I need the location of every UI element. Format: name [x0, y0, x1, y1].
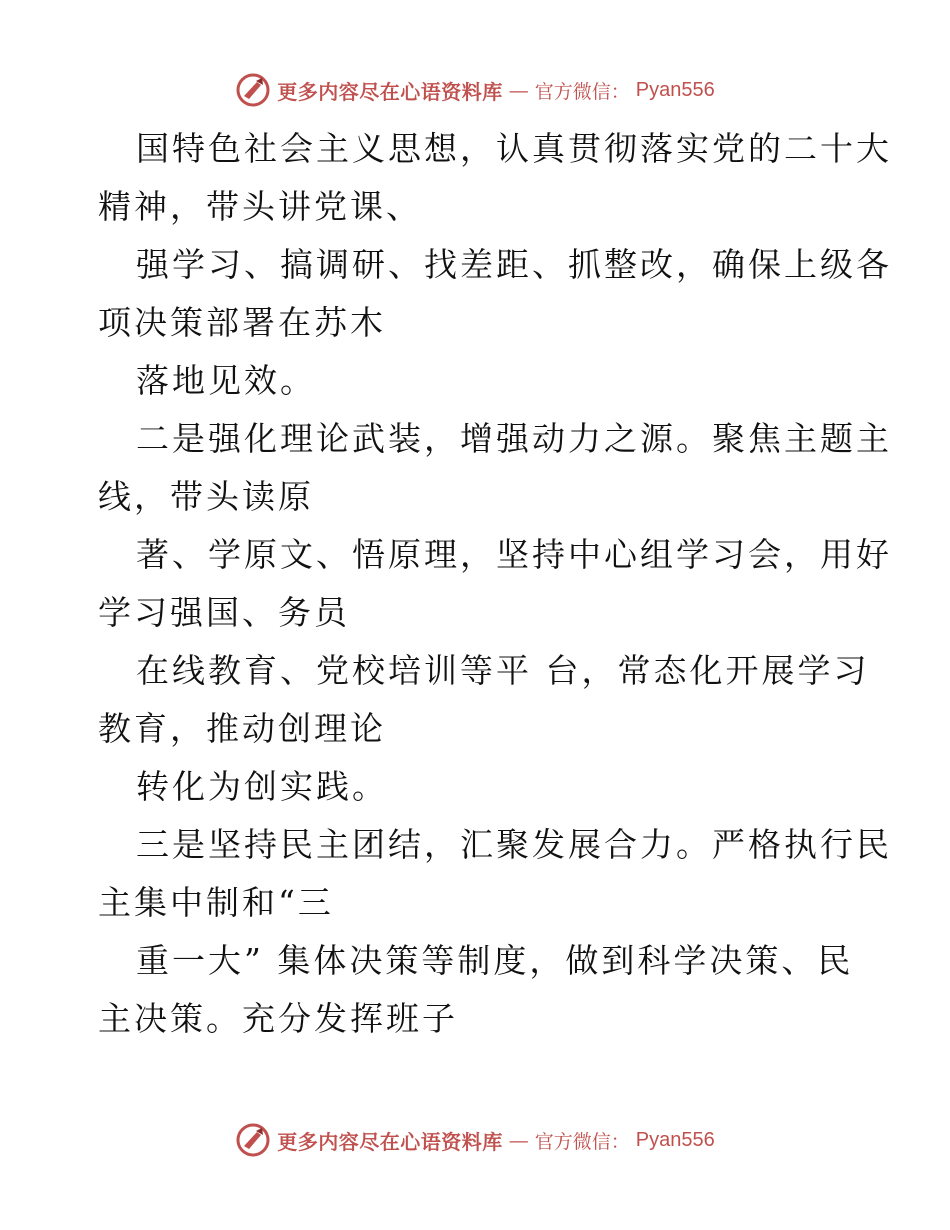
footer-brand-text: 更多内容尽在心语资料库: [277, 1129, 503, 1154]
text-line: 在线教育、党校培训等平 台，常态化开展学习: [136, 651, 870, 690]
text-line: 项决策部署在苏木: [98, 303, 386, 342]
text-line: 著、学原文、悟原理，坚持中心组学习会，用好: [136, 535, 892, 574]
text-line: 精神，带头讲党课、: [98, 187, 422, 226]
footer-banner: [0, 1120, 950, 1160]
text-line: 转化为创实践。: [136, 767, 388, 806]
text-line: 主决策。充分发挥班子: [98, 999, 458, 1038]
text-line: 国特色社会主义思想，认真贯彻落实党的二十大: [136, 129, 892, 168]
text-line: 落地见效。: [136, 361, 316, 400]
text-line: 二是强化理论武装，增强动力之源。聚焦主题主: [136, 419, 892, 458]
text-line: 教育，推动创理论: [98, 709, 386, 748]
document-body: [98, 120, 892, 1048]
brand-logo-icon: [235, 1122, 271, 1158]
footer-separator: —: [508, 1128, 529, 1152]
header-separator: —: [508, 78, 529, 102]
footer-wechat-label: 官方微信：: [534, 1130, 630, 1153]
footer-wechat-id: Pyan556: [635, 1128, 715, 1151]
text-line: 主集中制和“三: [98, 883, 334, 922]
text-line: 三是坚持民主团结，汇聚发展合力。严格执行民: [136, 825, 892, 864]
text-line: 学习强国、务员: [98, 593, 350, 632]
text-line: 线，带头读原: [98, 477, 314, 516]
header-wechat-label: 官方微信：: [534, 80, 630, 103]
header-brand-text: 更多内容尽在心语资料库: [277, 79, 503, 104]
brand-logo-icon: [235, 72, 271, 108]
header-banner: [0, 70, 950, 110]
text-line: 强学习、搞调研、找差距、抓整改，确保上级各: [136, 245, 892, 284]
header-wechat-id: Pyan556: [635, 78, 715, 101]
text-line: 重一大” 集体决策等制度，做到科学决策、民: [136, 941, 854, 980]
